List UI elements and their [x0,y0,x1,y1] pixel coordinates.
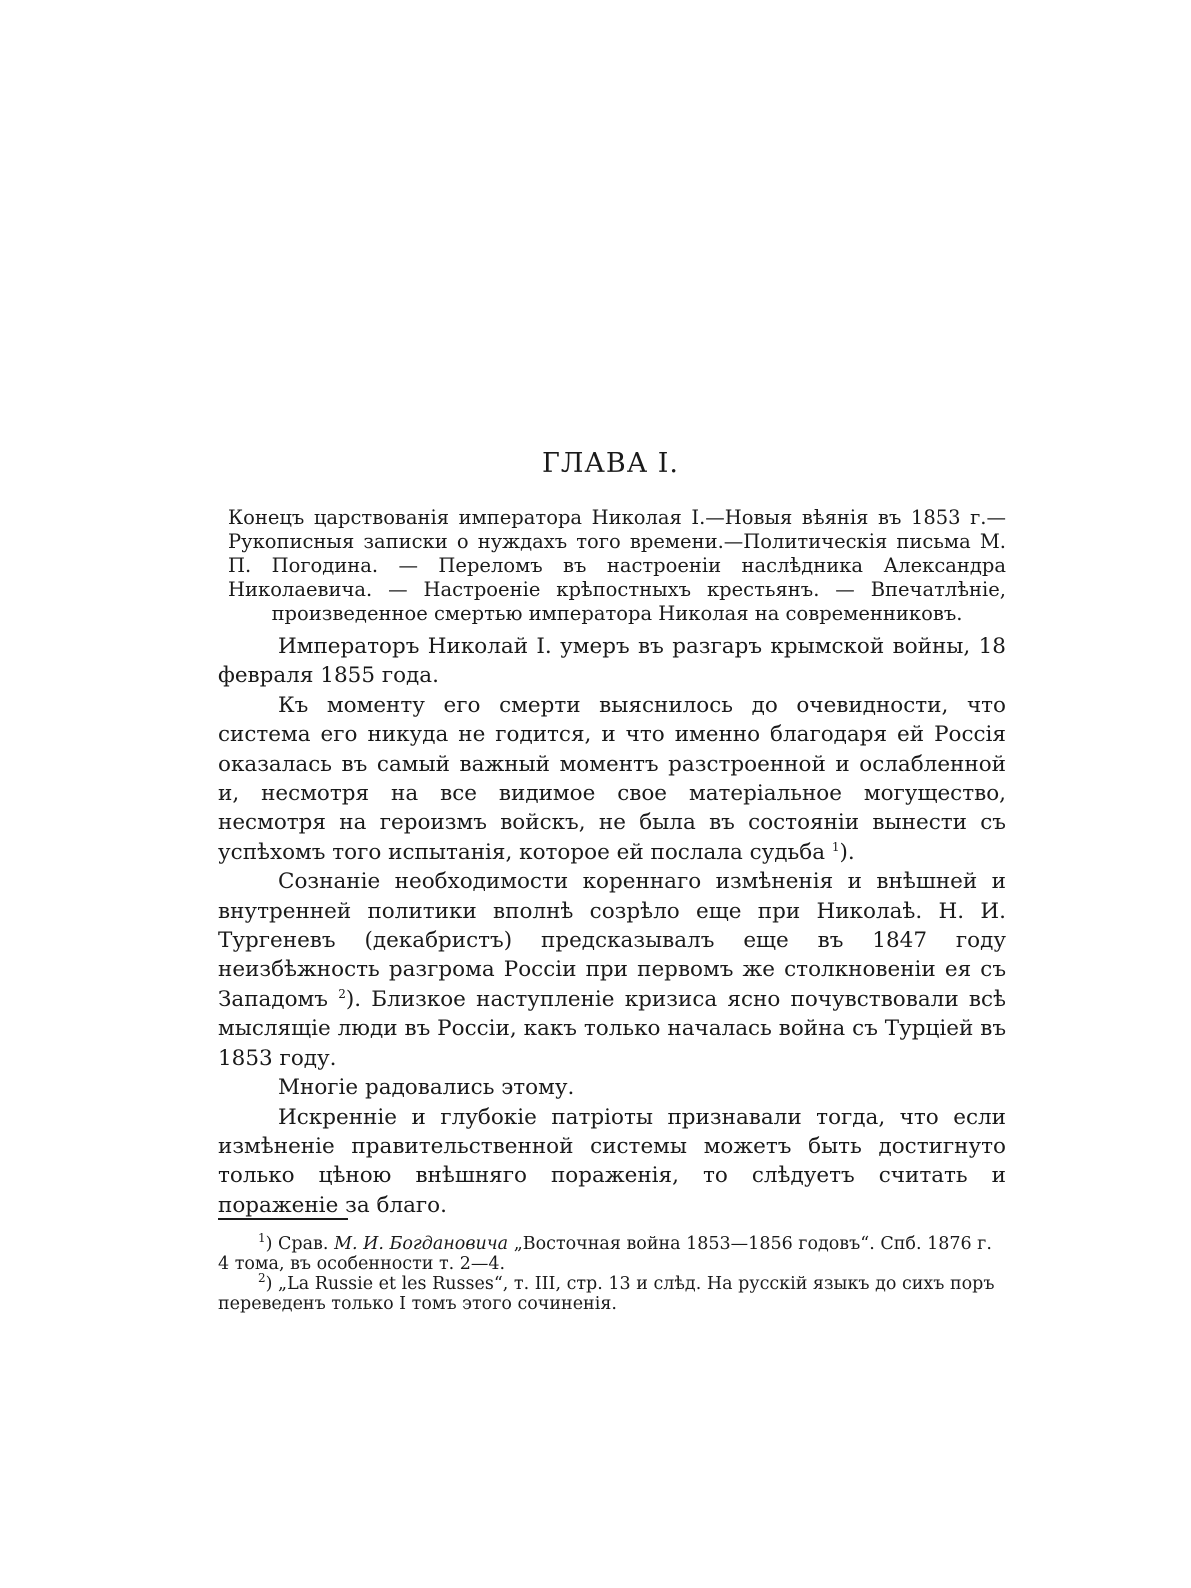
paragraph-1: Императоръ Николай I. умеръ въ разгаръ крымской войны, 18 февраля 1855 года. [218,634,1006,689]
paragraph-4: Многіе радовались этому. [278,1075,575,1101]
footnote-2-mark: 2 [258,1271,266,1286]
paragraph-3 [218,867,1006,1073]
footnote-2 [218,1271,1006,1314]
footnote-1 [218,1231,1006,1274]
footnote-separator [218,1218,348,1220]
footnotes [218,1231,1006,1314]
paragraph-5: Искренніе и глубокіе патріоты признавали тогда, что если измѣненіе правительственной системы можетъ быть достигнуто только цѣною внѣшняго пораженія, то слѣдуетъ считать и пораженіе за благо. [218,1104,1006,1218]
paragraph-3-text-b: ). Близкое наступленіе кризиса ясно почувствовали всѣ мыслящіе люди въ Россіи, какъ только началась война съ Турціей въ 1853 году. [218,986,1006,1071]
chapter-title: ГЛАВА I. [542,448,679,479]
footnote-ref-1: 1 [831,839,840,854]
chapter-summary: Конецъ царствованія императора Николая I.—Новыя вѣянія въ 1853 г.— Рукописныя записки о нуждахъ того времени.—Политическія письма М. П. Погодина. — Переломъ въ настроеніи наслѣдника Александра Николаевича. — Настроеніе крѣпостныхъ крестьянъ. — Впечатлѣніе, произведенное смертью императора Николая на современниковъ. [228,506,1006,625]
paragraph-2 [218,691,1006,867]
footnote-1-text: „Восточная война 1853—1856 годовъ“. Спб. 1876 г. 4 тома, въ особенности т. 2—4. [218,1234,992,1274]
paragraph-2-text: Къ моменту его смерти выяснилось до очевидности, что система его никуда не годится, и что именно благодаря ей Россія оказалась въ самый важный моментъ разстроенной и ослабленной и, несмотря на все видимое свое матеріальное могущество, несмотря на героизмъ войскъ, не была въ состояніи вынести съ успѣхомъ того испытанія, которое ей послала судьба [218,692,1006,865]
footnote-1-prefix: ) Срав. [265,1234,329,1254]
footnote-1-mark: 1 [258,1231,266,1246]
footnote-2-text: ) „La Russie et les Russes“, т. III, стр. 13 и слѣд. На русскій языкъ до сихъ поръ переведенъ только I томъ этого сочиненія. [218,1274,995,1314]
footnote-ref-2: 2 [338,986,346,1001]
paragraph-2-end: ). [839,839,855,865]
paragraph-3-text-a: Сознаніе необходимости кореннаго измѣненія и внѣшней и внутренней политики вполнѣ созрѣло еще при Николаѣ. Н. И. Тургеневъ (декабристъ) предсказывалъ еще въ 1847 году неизбѣжность разгрома Россіи при первомъ же столкновеніи ея съ Западомъ [218,869,1006,1012]
main-text [218,632,1006,1220]
footnote-1-author: М. И. Богдановича [334,1234,509,1254]
